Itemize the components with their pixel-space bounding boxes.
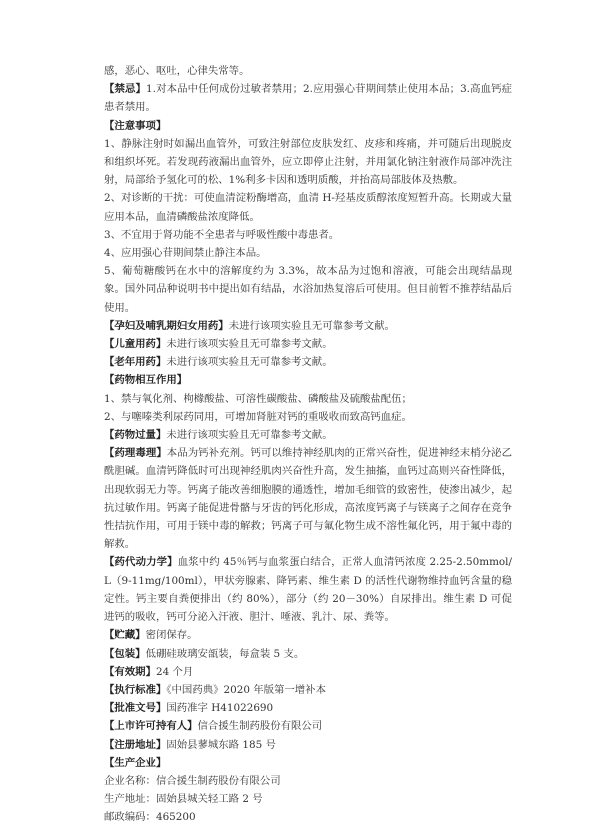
section-label-precautions: 【注意事项】	[104, 119, 167, 132]
section-pregnancy	[104, 317, 512, 335]
section-label-elderly: 【老年用药】	[104, 356, 167, 369]
section-label-approval: 【批准文号】	[104, 702, 167, 715]
manufacturer-address: 生产地址：固始县城关轻工路 2 号	[104, 793, 263, 806]
section-interactions-heading	[104, 371, 512, 389]
section-overdose	[104, 426, 512, 444]
section-label-interactions: 【药物相互作用】	[104, 374, 188, 387]
manufacturer-postcode: 邮政编码：465200	[104, 811, 196, 824]
section-validity	[104, 663, 512, 681]
interaction-item-2: 2、与噻嗪类利尿药同用，可增加肾脏对钙的重吸收而致高钙血症。	[104, 410, 412, 423]
package-text: 低硼硅玻璃安瓿装，每盒装 5 支。	[145, 647, 305, 660]
storage-text: 密闭保存。	[145, 629, 198, 642]
section-approval	[104, 699, 512, 717]
section-label-storage: 【贮藏】	[104, 629, 146, 642]
section-pharmacokinetics	[104, 553, 512, 626]
section-reg-address	[104, 736, 512, 754]
section-contraindications	[104, 80, 512, 116]
pregnancy-text: 未进行该项实验且无可靠参考文献。	[228, 319, 395, 332]
section-mah	[104, 717, 512, 735]
section-label-contraindications: 【禁忌】	[104, 83, 147, 96]
precaution-item-2: 2、对诊断的干扰：可使血清淀粉酶增高，血清 H-羟基皮质醇浓度短暂升高。长期或大量应用本品，血清磷酸盐浓度降低。	[104, 192, 512, 223]
manufacturer-name: 企业名称：信合援生制药股份有限公司	[104, 774, 281, 787]
section-label-pharmacology: 【药理毒理】	[104, 447, 167, 460]
precaution-item-5: 5、葡萄糖酸钙在水中的溶解度约为 3.3%，故本品为过饱和溶液，可能会出现结晶现象。国外同品种说明书中提出如有结晶，水浴加热复溶后可使用。但目前暂不推荐结晶后使用。	[104, 265, 512, 314]
pharmacology-text: 本品为钙补充剂。钙可以维持神经肌肉的正常兴奋性，促进神经末梢分泌乙酰胆碱。血清钙降低时可出现神经肌肉兴奋性升高，发生抽搐，血钙过高则兴奋性降低，出现软弱无力等。钙离子能改善细胞膜的通透性，增加毛细管的致密性，使渗出减少，起抗过敏作用。钙离子能促进骨骼与牙齿的钙化形成，高浓度钙离子与镁离子之间存在竞争性拮抗作用，可用于镁中毒的解救；钙离子可与氟化物生成不溶性氟化钙，用于氟中毒的解救。	[104, 447, 513, 551]
section-precautions-heading	[104, 117, 512, 135]
section-label-validity: 【有效期】	[104, 665, 156, 678]
section-storage	[104, 626, 512, 644]
section-package	[104, 645, 512, 663]
section-standard	[104, 681, 512, 699]
section-label-pharmacokinetics: 【药代动力学】	[104, 556, 178, 569]
contraindications-text: 1.对本品中任何成份过敏者禁用；2.应用强心苷期间禁止使用本品；3.高血钙症患者禁用。	[104, 83, 513, 114]
section-label-manufacturer: 【生产企业】	[104, 756, 167, 769]
section-label-mah: 【上市许可持有人】	[104, 720, 198, 733]
elderly-text: 未进行该项实验且无可靠参考文献。	[166, 356, 333, 369]
overdose-text: 未进行该项实验且无可靠参考文献。	[166, 429, 333, 442]
section-label-standard: 【执行标准】	[104, 683, 167, 696]
section-label-reg-address: 【注册地址】	[104, 738, 167, 751]
section-label-package: 【包装】	[104, 647, 146, 660]
section-children	[104, 335, 512, 353]
precaution-item-3: 3、不宜用于肾功能不全患者与呼吸性酸中毒患者。	[104, 228, 340, 241]
section-manufacturer-heading	[104, 754, 512, 772]
children-text: 未进行该项实验且无可靠参考文献。	[166, 338, 333, 351]
standard-text: 《中国药典》2020 年版第一增补本	[166, 683, 326, 696]
precaution-item-1: 1、静脉注射时如漏出血管外，可致注射部位皮肤发红、皮疹和疼痛，并可随后出现脱皮和组织坏死。若发现药液漏出血管外，应立即停止注射，并用氯化钠注射液作局部冲洗注射，局部给予氢化可的松、1%利多卡因和透明质酸，并抬高局部肢体及热敷。	[104, 137, 512, 187]
section-label-children: 【儿童用药】	[104, 338, 167, 351]
validity-text: 24 个月	[155, 665, 194, 678]
side-effects-tail: 感，恶心、呕吐，心律失常等。	[104, 65, 250, 77]
section-label-pregnancy: 【孕妇及哺乳期妇女用药】	[104, 319, 229, 332]
interaction-item-1: 1、禁与氧化剂、枸橼酸盐、可溶性碳酸盐、磷酸盐及硫酸盐配伍；	[104, 392, 412, 405]
precaution-item-4: 4、应用强心苷期间禁止静注本品。	[104, 247, 267, 260]
mah-text: 信合援生制药股份有限公司	[197, 720, 323, 733]
section-pharmacology	[104, 444, 512, 553]
approval-text: 国药准字 H41022690	[166, 702, 274, 715]
section-elderly	[104, 353, 512, 371]
reg-address-text: 固始县蓼城东路 185 号	[166, 738, 276, 751]
pharmacokinetics-text: 血浆中约 45％钙与血浆蛋白结合，正常人血清钙浓度 2.25-2.50mmol/L（9-11mg/100ml），甲状旁腺素、降钙素、维生素 D 的活性代谢物维持血钙含量的稳定性。钙主要自粪便排出（约 80%），部分（约 20－30%）自尿排出。维生素 D 可促进钙的吸收，钙可分泌入汗液、胆汁、唾液、乳汁、尿、粪等。	[104, 556, 513, 624]
section-label-overdose: 【药物过量】	[104, 429, 167, 442]
